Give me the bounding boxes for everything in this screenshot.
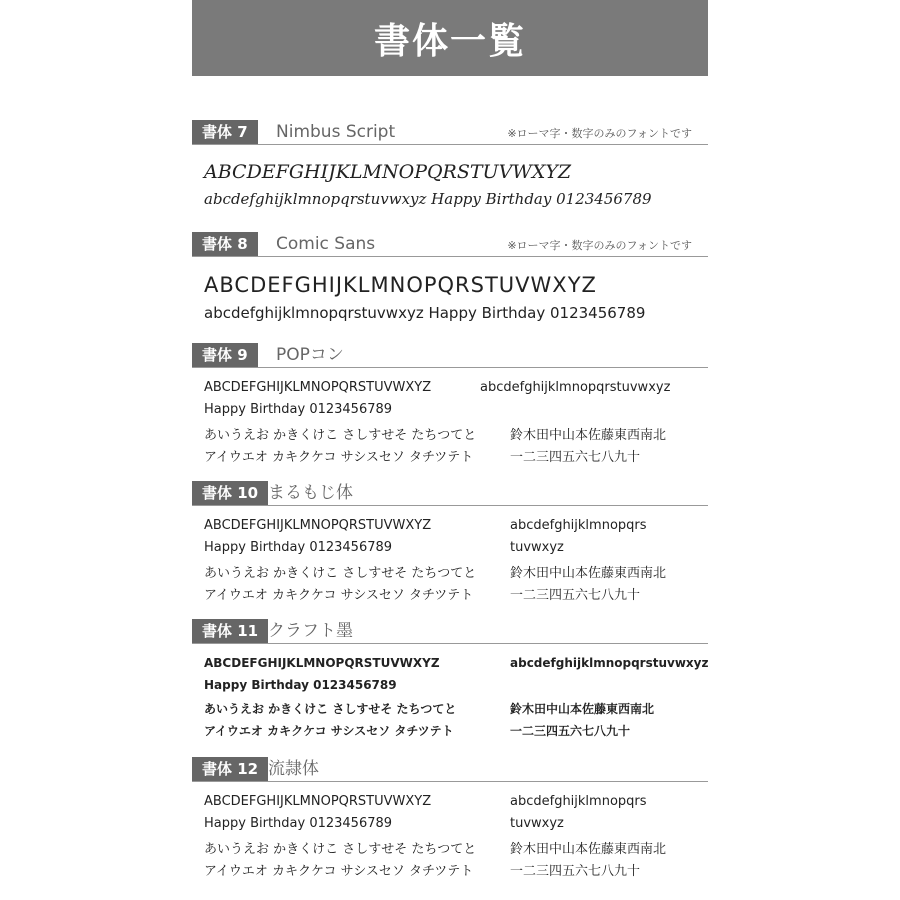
sample-text: Happy Birthday 0123456789 [204, 816, 393, 831]
sample-text-right: abcdefghijklmnopqrs [510, 794, 647, 809]
sample-row [192, 582, 708, 604]
sample-row [192, 422, 708, 444]
sample-row [192, 302, 708, 333]
section-label: 書体 7 [192, 120, 258, 144]
sample-row [192, 654, 708, 676]
font-section [192, 757, 708, 880]
sample-text: ABCDEFGHIJKLMNOPQRSTUVWXYZ [204, 794, 432, 809]
sample-row [192, 516, 708, 538]
sample-row [192, 698, 708, 720]
sample-row [192, 792, 708, 814]
section-header [192, 343, 708, 368]
font-note: ※ローマ字・数字のみのフォントです [507, 127, 692, 140]
sample-text-right: tuvwxyz [510, 540, 564, 555]
sample-text: アイウエオ カキクケコ サシスセソ タチツテト [204, 724, 454, 738]
sample-row [192, 858, 708, 880]
font-name: まるもじ体 [268, 483, 353, 503]
sample-text: アイウエオ カキクケコ サシスセソ タチツテト [204, 588, 474, 603]
section-header [192, 232, 708, 257]
sample-text-right: 鈴木田中山本佐藤東西南北 [510, 428, 667, 443]
sample-text: アイウエオ カキクケコ サシスセソ タチツテト [204, 864, 474, 879]
sample-text: あいうえお かきくけこ さしすせそ たちつてと [204, 842, 477, 857]
sample-text: あいうえお かきくけこ さしすせそ たちつてと [204, 702, 457, 716]
sample-text: Happy Birthday 0123456789 [204, 678, 397, 692]
font-section [192, 619, 708, 742]
sample-text-right: 一二三四五六七八九十 [510, 588, 641, 603]
sample-row [192, 538, 708, 560]
sample-text: あいうえお かきくけこ さしすせそ たちつてと [204, 566, 477, 581]
section-label: 書体 11 [192, 619, 268, 643]
sample-text-right: 鈴木田中山本佐藤東西南北 [510, 702, 655, 716]
section-label: 書体 10 [192, 481, 268, 505]
sample-row [192, 188, 708, 217]
font-section [192, 120, 708, 217]
sample-text-right: tuvwxyz [510, 816, 564, 831]
sample-row [192, 378, 708, 400]
font-name: Comic Sans [276, 234, 376, 254]
sample-row [192, 720, 708, 742]
font-name: Nimbus Script [276, 122, 396, 142]
sample-text-right: abcdefghijklmnopqrstuvwxyz [510, 656, 709, 670]
sample-text-right: 一二三四五六七八九十 [510, 864, 641, 879]
font-note: ※ローマ字・数字のみのフォントです [507, 239, 692, 252]
sample-row [192, 814, 708, 836]
sample-row [192, 159, 708, 188]
section-label: 書体 9 [192, 343, 258, 367]
font-name: クラフト墨 [268, 621, 353, 641]
sample-row [192, 560, 708, 582]
section-header [192, 757, 708, 782]
sample-row [192, 400, 708, 422]
section-label: 書体 12 [192, 757, 268, 781]
sample-text-right: abcdefghijklmnopqrstuvwxyz [480, 380, 671, 395]
sample-text: Happy Birthday 0123456789 [204, 402, 393, 417]
section-header [192, 120, 708, 145]
sample-text-right: abcdefghijklmnopqrs [510, 518, 647, 533]
sample-text: abcdefghijklmnopqrstuvwxyz Happy Birthday 0123456789 [204, 190, 652, 208]
sample-text: abcdefghijklmnopqrstuvwxyz Happy Birthday 0123456789 [204, 304, 646, 322]
sample-text-right: 鈴木田中山本佐藤東西南北 [510, 842, 667, 857]
sample-text: ABCDEFGHIJKLMNOPQRSTUVWXYZ [204, 518, 432, 533]
section-header [192, 619, 708, 644]
sample-text: アイウエオ カキクケコ サシスセソ タチツテト [204, 450, 474, 465]
sample-text-right: 一二三四五六七八九十 [510, 450, 641, 465]
font-section [192, 232, 708, 333]
sample-text: ABCDEFGHIJKLMNOPQRSTUVWXYZ [204, 656, 440, 670]
sample-text: ABCDEFGHIJKLMNOPQRSTUVWXYZ [204, 380, 432, 395]
page-title: 書体一覧 [192, 0, 708, 76]
font-name: 流隷体 [268, 759, 319, 779]
section-label: 書体 8 [192, 232, 258, 256]
sample-row [192, 836, 708, 858]
sample-row [192, 271, 708, 302]
sample-text: ABCDEFGHIJKLMNOPQRSTUVWXYZ [204, 161, 572, 183]
section-header [192, 481, 708, 506]
sample-text-right: 一二三四五六七八九十 [510, 724, 631, 738]
font-name: POPコン [276, 345, 344, 365]
sample-row [192, 444, 708, 466]
sample-text: あいうえお かきくけこ さしすせそ たちつてと [204, 428, 477, 443]
font-section [192, 481, 708, 604]
sample-text-right: 鈴木田中山本佐藤東西南北 [510, 566, 667, 581]
font-section [192, 343, 708, 466]
sample-text: Happy Birthday 0123456789 [204, 540, 393, 555]
sample-text: ABCDEFGHIJKLMNOPQRSTUVWXYZ [204, 273, 597, 297]
sample-row [192, 676, 708, 698]
